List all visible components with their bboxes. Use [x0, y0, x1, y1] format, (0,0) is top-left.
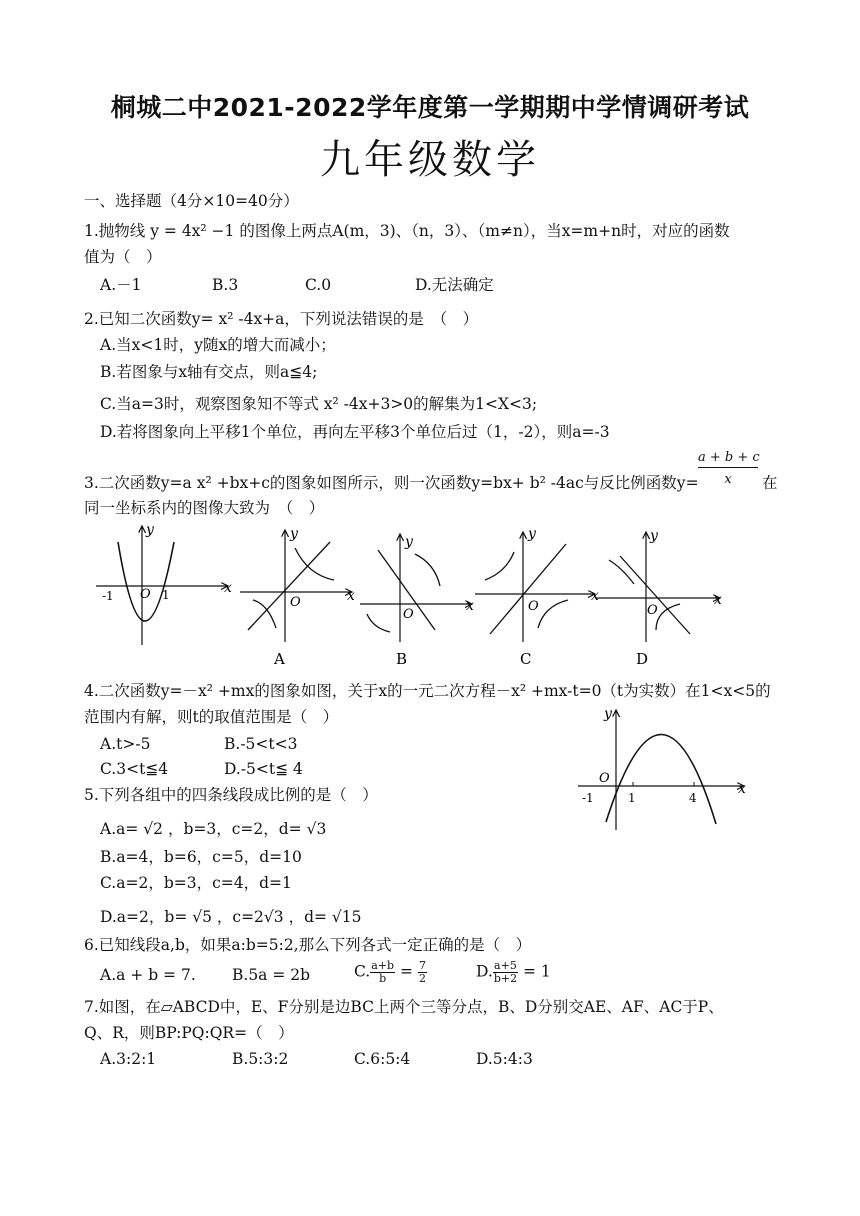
q6-option-c-fraction: [370, 960, 395, 985]
q3-stem-tail: 在: [762, 474, 778, 492]
q6-option-d-prefix: D.: [476, 962, 493, 981]
q3-given-parabola-graph: [96, 522, 232, 645]
q6-option-c-equals: =: [400, 962, 413, 981]
q3-stem-line2: 同一坐标系内的图像大致为 （ ）: [84, 499, 325, 517]
q3-stem-line1: 3.二次函数y=a x² +bx+c的图象如图所示，则一次函数y=bx+ b² -4ac与反比例函数y=: [84, 474, 699, 492]
q6-option-c-right-denominator: 2: [418, 972, 426, 985]
q3-given-y-label: y: [146, 522, 154, 538]
q1-stem-line2: 值为（ ）: [84, 248, 162, 266]
q4-option-b: B.-5<t<3: [224, 735, 298, 753]
q6-option-c: [354, 960, 427, 985]
q3-given-neg1-label: -1: [102, 589, 114, 603]
q5-option-b: B.a=4，b=6，c=5，d=10: [100, 848, 302, 866]
q7-stem-line2: Q、R，则BP:PQ:QR=（ ）: [84, 1024, 294, 1042]
q6-option-c-prefix: C.: [354, 962, 371, 981]
q3-choice-label-b: B: [396, 650, 408, 668]
q4-stem-line2: 范围内有解，则t的取值范围是（ ）: [84, 708, 339, 726]
school-title: 桐城二中2021-2022学年度第一学期期中学情调研考试: [110, 93, 750, 122]
q4-graph-one-label: 1: [628, 791, 636, 805]
q6-option-c-right-numerator: 7: [418, 959, 426, 972]
q3-choice-label-d: D: [636, 650, 649, 668]
q6-option-c-right-fraction: [418, 960, 427, 985]
q6-option-c-denominator: b: [379, 972, 387, 985]
q7-option-b: B.5:3:2: [232, 1050, 289, 1068]
q4-stem-line1: 4.二次函数y=－x² +mx的图象如图，关于x的一元二次方程－x² +mx-t=0（t为实数）在1<x<5的: [84, 682, 771, 700]
q6-option-d-fraction: [493, 960, 518, 985]
q6-option-d-equals: = 1: [523, 962, 551, 981]
q6-stem: 6.已知线段a,b，如果a:b=5:2,那么下列各式一定正确的是（ ）: [84, 936, 532, 954]
q3-choice-a-origin: O: [290, 595, 301, 610]
q6-option-c-numerator: a+b: [371, 959, 395, 972]
q4-graph-x-label: x: [738, 781, 746, 797]
q1-option-b: B.3: [212, 276, 239, 294]
q4-parabola-graph: [570, 700, 750, 832]
q2-option-c: C.当a=3时，观察图象知不等式 x² -4x+3>0的解集为1<X<3;: [100, 395, 538, 413]
q5-option-c: C.a=2，b=3，c=4，d=1: [100, 874, 292, 892]
q2-option-a: A.当x<1时，y随x的增大而减小；: [100, 336, 336, 354]
q3-choice-d-origin: O: [647, 603, 658, 618]
subject-title: 九年级数学: [320, 137, 540, 183]
q3-choice-a-y: y: [290, 526, 298, 542]
q3-choice-c-origin: O: [528, 599, 539, 614]
section-heading: 一、选择题（4分×10=40分）: [84, 192, 299, 210]
q5-option-a: A.a= √2 ，b=3，c=2，d= √3: [100, 820, 327, 838]
q4-graph-four-label: 4: [689, 791, 697, 805]
q7-option-c: C.6:5:4: [354, 1050, 411, 1068]
q4-graph-y-label: y: [604, 706, 612, 722]
q4-option-c: C.3<t≦4: [100, 760, 169, 778]
q3-choice-c-y: y: [528, 526, 536, 542]
q1-option-c: C.0: [305, 276, 332, 294]
q4-graph-neg1-label: -1: [582, 791, 594, 805]
q1-option-a: A.－1: [100, 276, 142, 294]
q6-option-d: [476, 960, 551, 985]
q6-option-d-numerator: a+5: [494, 959, 517, 972]
q5-stem: 5.下列各组中的四条线段成比例的是（ ）: [84, 786, 378, 804]
q3-choice-a-graph: [240, 526, 355, 642]
q3-graphs: [90, 520, 740, 668]
q1-stem-line1: 1.抛物线 y = 4x² −1 的图像上两点A(m，3)、（n，3）、（m≠n），当x=m+n时，对应的函数: [84, 222, 730, 240]
q3-choice-label-c: C: [520, 650, 532, 668]
q2-option-b: B.若图象与x轴有交点，则a≦4;: [100, 363, 318, 381]
q4-graph-origin-label: O: [599, 771, 610, 786]
q6-option-b: B.5a = 2b: [232, 966, 311, 984]
q3-given-one-label: 1: [162, 588, 170, 602]
q4-option-d: D.-5<t≦ 4: [224, 760, 303, 778]
q3-choice-b-origin: O: [403, 607, 414, 622]
q6-option-a: A.a + b = 7.: [100, 966, 196, 984]
q3-choice-d-graph: [596, 528, 722, 642]
q6-option-d-denominator: b+2: [493, 972, 518, 985]
q3-fraction-denominator: x: [724, 472, 732, 487]
q3-choice-c-x: x: [591, 588, 599, 604]
q4-option-a: A.t>-5: [100, 735, 151, 753]
q3-given-x-label: x: [224, 580, 232, 596]
q3-fraction-numerator: a + b + c: [698, 450, 758, 468]
q3-given-origin-label: O: [140, 587, 151, 602]
q3-choice-c-graph: [475, 526, 599, 642]
q2-stem: 2.已知二次函数y= x² -4x+a，下列说法错误的是 （ ）: [84, 310, 479, 328]
q2-option-d: D.若将图象向上平移1个单位，再向左平移3个单位后过（1，-2），则a=-3: [100, 423, 610, 441]
q7-option-d: D.5:4:3: [476, 1050, 533, 1068]
q3-choice-b-y: y: [405, 534, 413, 550]
q7-option-a: A.3:2:1: [100, 1050, 157, 1068]
q3-choice-a-x: x: [347, 588, 355, 604]
q7-stem-line1: 7.如图，在▱ABCD中，E、F分别是边BC上两个三等分点，B、D分别交AE、AF、AC于P、: [84, 998, 724, 1016]
q3-choice-d-y: y: [650, 528, 658, 544]
q1-option-d: D.无法确定: [415, 276, 494, 294]
q3-choice-b-graph: [360, 534, 474, 642]
q3-choice-b-x: x: [466, 598, 474, 614]
q5-option-d: D.a=2，b= √5 ，c=2√3 ，d= √15: [100, 908, 362, 926]
q3-fraction: [698, 450, 758, 487]
q3-choice-d-x: x: [714, 592, 722, 608]
q3-choice-label-a: A: [274, 650, 285, 668]
